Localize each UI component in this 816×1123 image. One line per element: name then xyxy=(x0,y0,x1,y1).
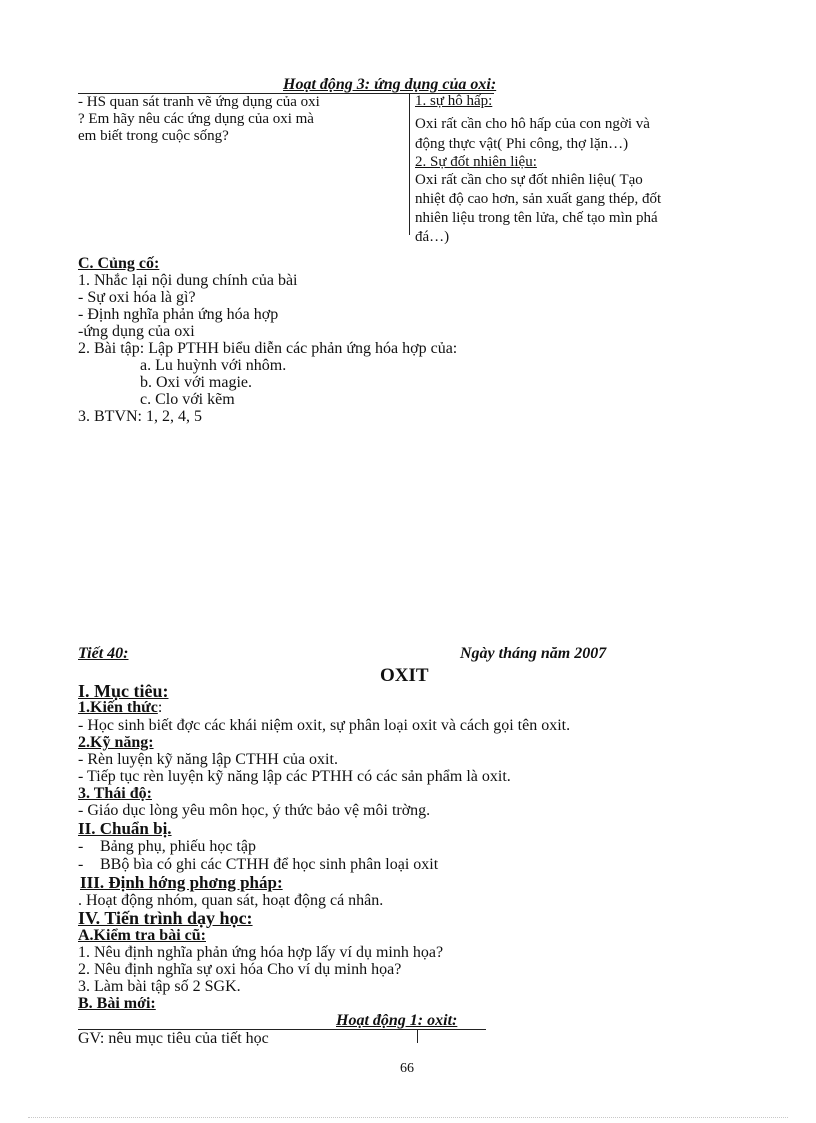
preparation-item: - Bảng phụ, phiếu học tập xyxy=(78,838,256,855)
right-line: Oxi rất cần cho sự đốt nhiên liệu( Tạo xyxy=(415,172,643,188)
process-heading: IV. Tiến trình dạy học: xyxy=(78,908,253,928)
consolidation-line: - Định nghĩa phản ứng hóa hợp xyxy=(78,306,279,323)
right-line: động thực vật( Phi công, thợ lặn…) xyxy=(415,136,629,152)
right-line: đá…) xyxy=(415,229,450,245)
consolidation-line: 2. Bài tập: Lập PTHH biểu diễn các phản ứng hóa hợp của: xyxy=(78,340,458,357)
exercise-item: a. Lu huỳnh với nhôm. xyxy=(140,357,287,374)
footer-separator xyxy=(28,1117,788,1118)
preparation-heading: II. Chuẩn bị. xyxy=(78,819,172,838)
bullet-dash: - xyxy=(78,838,84,855)
new-lesson-heading: B. Bài mới: xyxy=(78,995,156,1012)
skills-list xyxy=(78,751,511,785)
consolidation-line: 1. Nhắc lại nội dung chính của bài xyxy=(78,272,298,289)
attitude-text: - Giáo dục lòng yêu môn học, ý thức bảo vệ môi trờng. xyxy=(78,802,431,819)
old-check-line: 2. Nêu định nghĩa sự oxi hóa Cho ví dụ minh họa? xyxy=(78,961,402,978)
left-line: em biết trong cuộc sống? xyxy=(78,128,229,144)
activity3-right-column xyxy=(415,93,661,247)
method-heading: III. Định hớng phơng pháp: xyxy=(80,873,283,892)
table2-divider xyxy=(417,1029,418,1043)
right-line: nhiệt độ cao hơn, sản xuất gang thép, đốt xyxy=(415,191,662,207)
page-number: 66 xyxy=(400,1061,414,1076)
activity3-left-column xyxy=(78,94,320,145)
table-divider xyxy=(409,93,410,235)
exercise-item: b. Oxi với magie. xyxy=(140,374,252,391)
left-line: - HS quan sát tranh vẽ ứng dụng của oxi xyxy=(78,94,320,110)
right-heading-respiration: 1. sự hô hấp: xyxy=(415,93,493,109)
old-check-list xyxy=(78,944,443,995)
activity3-title: Hoạt động 3: ứng dụng của oxi: xyxy=(283,76,497,93)
objectives-heading: I. Mục tiêu: xyxy=(78,681,169,701)
right-line: Oxi rất cần cho hô hấp của con ngời và xyxy=(415,116,650,132)
knowledge-text: - Học sinh biết đợc các khái niệm oxit, sự phân loại oxit và cách gọi tên oxit. xyxy=(78,717,571,734)
consolidation-line: - Sự oxi hóa là gì? xyxy=(78,289,196,306)
consolidation-heading: C. Củng cố: xyxy=(78,255,160,272)
bullet-dash: - xyxy=(78,856,84,873)
skills-line: - Rèn luyện kỹ năng lập CTHH của oxit. xyxy=(78,751,338,768)
homework-line: 3. BTVN: 1, 2, 4, 5 xyxy=(78,408,202,425)
right-line: nhiên liệu trong tên lửa, chế tạo mìn phá xyxy=(415,210,658,226)
activity1-title: Hoạt động 1: oxit: xyxy=(336,1012,458,1029)
old-check-heading: A.Kiểm tra bài cũ: xyxy=(78,927,206,944)
right-text-combustion xyxy=(415,171,661,247)
old-check-line: 1. Nêu định nghĩa phản ứng hóa hợp lấy ví dụ minh họa? xyxy=(78,944,444,961)
skills-heading: 2.Kỹ năng: xyxy=(78,734,154,751)
attitude-heading: 3. Thái độ: xyxy=(78,785,152,802)
teacher-line: GV: nêu mục tiêu của tiết học xyxy=(78,1030,269,1047)
skills-line: - Tiếp tục rèn luyện kỹ năng lập các PTHH có các sản phẩm là oxit. xyxy=(78,768,511,785)
knowledge-heading-wrap xyxy=(78,699,162,716)
lesson-period: Tiết 40: xyxy=(78,645,129,662)
consolidation-list xyxy=(78,272,457,425)
knowledge-colon: : xyxy=(157,699,163,716)
consolidation-line: -ứng dụng của oxi xyxy=(78,323,195,340)
old-check-line: 3. Làm bài tập số 2 SGK. xyxy=(78,978,241,995)
preparation-list xyxy=(78,838,438,873)
right-text-respiration xyxy=(415,114,661,154)
knowledge-heading: 1.Kiến thức xyxy=(78,699,158,716)
lesson-date: Ngày tháng năm 2007 xyxy=(460,645,607,662)
left-line: ? Em hãy nêu các ứng dụng của oxi mà xyxy=(78,111,314,127)
method-text: . Hoạt động nhóm, quan sát, hoạt động cá nhân. xyxy=(78,892,384,909)
exercise-item: c. Clo với kẽm xyxy=(140,391,235,408)
right-heading-combustion: 2. Sự đốt nhiên liệu: xyxy=(415,154,537,170)
lesson-title: OXIT xyxy=(380,665,429,686)
preparation-item: - BBộ bìa có ghi các CTHH để học sinh phân loại oxit xyxy=(78,856,439,873)
